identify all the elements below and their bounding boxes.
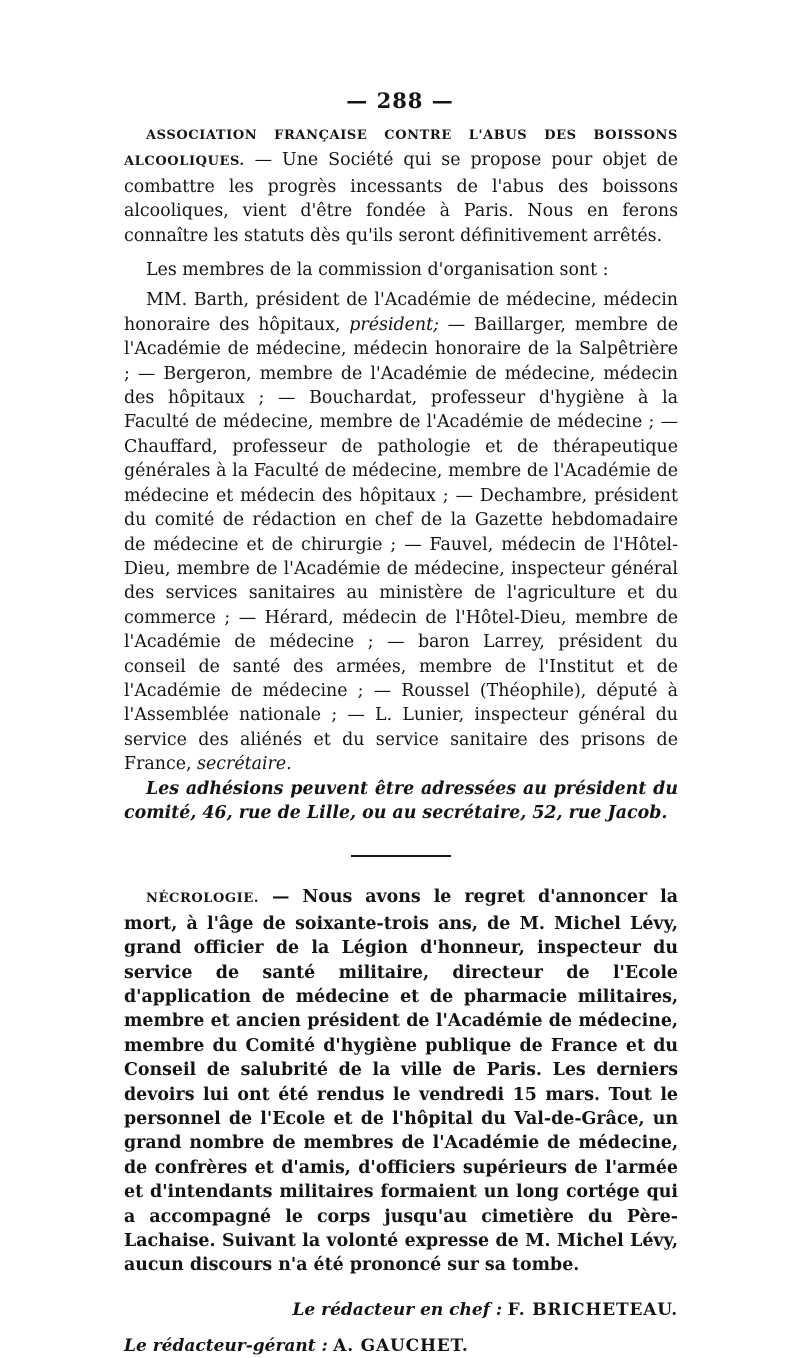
- association-heading: ASSOCIATION FRANÇAISE CONTRE L'ABUS DES BOISSONS ALCOOLIQUES.: [124, 128, 678, 170]
- members-list-part1: MM. Barth, président de l'Académie de médecine, médecin honoraire des hôpitaux,: [124, 290, 678, 335]
- association-intro-text: Une Société qui se propose pour objet de combattre les progrès incessants de l'abus des boissons alcooliques, vient d'être fondée à Paris. Nous en ferons connaître les statuts dès qu'ils seront définitivement arrêtés.: [124, 150, 679, 246]
- necrologie-paragraph: [124, 885, 678, 1278]
- adhesions-note: Les adhésions peuvent être adressées au président du comité, 46, rue de Lille, ou au secrétaire, 52, rue Jacob.: [124, 778, 678, 823]
- section-divider: [351, 855, 451, 857]
- necrologie-heading: NÉCROLOGIE.: [146, 891, 259, 907]
- association-intro-paragraph: [124, 122, 678, 248]
- president-title: président;: [349, 314, 439, 335]
- necrologie-text: Nous avons le regret d'annoncer la mort, à l'âge de soixante-trois ans, de M. Michel Lévy, grand officier de la Légion d'honneur, inspecteur du service de santé militaire, directeur de l'Ecole d'application de médecine et de pharmacie militaires, membre et ancien président de l'Académie de médecine, membre du Comité d'hygiène publique de France et du Conseil de salubrité de la ville de Paris. Les derniers devoirs lui ont été rendus le vendredi 15 mars. Tout le personnel de l'Ecole et de l'hôpital du Val-de-Grâce, un grand nombre de membres de l'Académie de médecine, de confrères et d'amis, d'officiers supérieurs de l'armée et d'intendants militaires formaient un long cortége qui a accompagné le corps jusqu'au cimetière du Père-Lachaise. Suivant la volonté expresse de M. Michel Lévy, aucun discours n'a été prononcé sur sa tombe.: [124, 887, 679, 1276]
- managing-editor-name: A. GAUCHET.: [333, 1335, 469, 1356]
- members-heading: Les membres de la commission d'organisation sont :: [146, 260, 609, 281]
- association-notice: [124, 122, 678, 825]
- members-list-paragraph: [124, 288, 678, 776]
- page-number: — 288 —: [346, 88, 454, 113]
- chief-editor-label: Le rédacteur en chef :: [292, 1299, 503, 1320]
- necrologie-dash: —: [258, 887, 303, 908]
- text-column: [124, 122, 678, 1358]
- members-list-part2: — Baillarger, membre de l'Académie de médecine, médecin honoraire de la Salpêtrière ; — Bergeron, membre de l'Académie de médecine, médecin des hôpitaux ; — Bouchardat, professeur d'hygiène à la Faculté de médecine, membre de l'Académie de médecine ; — Chauffard, professeur de pathologie et de thérapeutique générales à la Faculté de médecine, membre de l'Académie de médecine et médecin des hôpitaux ; — Dechambre, président du comité de rédaction en chef de la Gazette hebdomadaire de médecine et de chirurgie ; — Fauvel, médecin de l'Hôtel-Dieu, membre de l'Académie de médecine, inspecteur général des services sanitaires au ministère de l'agriculture et du commerce ; — Hérard, médecin de l'Hôtel-Dieu, membre de l'Académie de médecine ; — baron Larrey, président du conseil de santé des armées, membre de l'Institut et de l'Académie de médecine ; — Roussel (Théophile), député à l'Assemblée nationale ; — L. Lunier, inspecteur général du service des aliénés et du service sanitaire des prisons de France,: [124, 314, 678, 775]
- association-dash: —: [244, 150, 283, 171]
- managing-editor-label: Le rédacteur-gérant :: [124, 1335, 328, 1356]
- secretary-title: secrétaire.: [197, 754, 292, 775]
- chief-editor-signature: [124, 1298, 678, 1322]
- necrologie-notice: [124, 885, 678, 1278]
- managing-editor-signature: [124, 1334, 678, 1358]
- chief-editor-name: F. BRICHETEAU.: [507, 1299, 678, 1320]
